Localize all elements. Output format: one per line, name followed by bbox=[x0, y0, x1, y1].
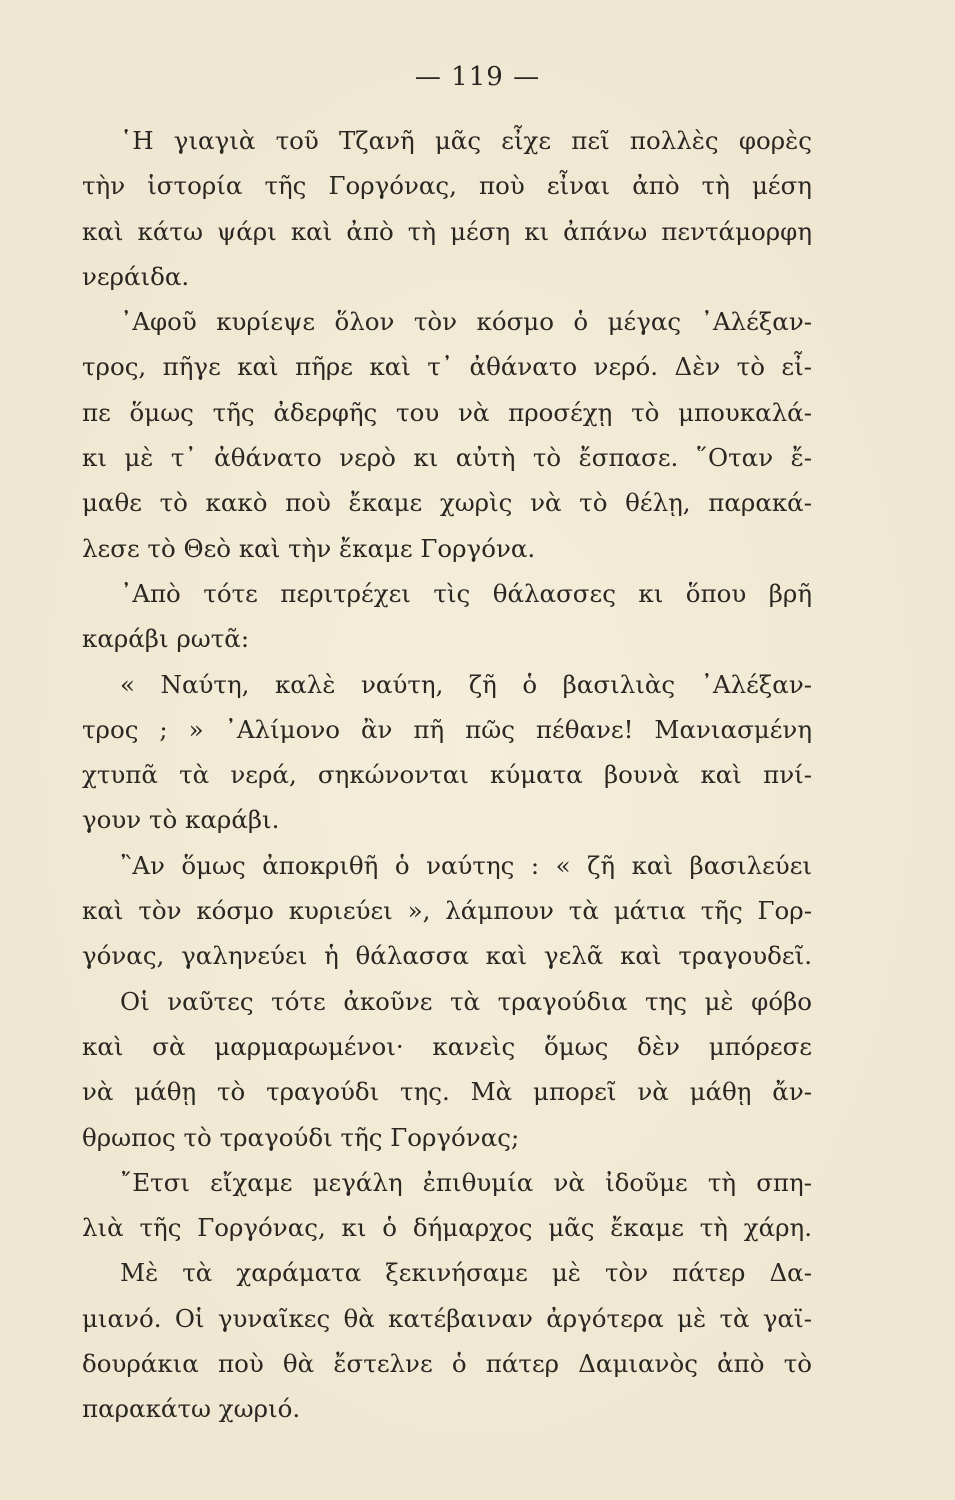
text-line: ᾿Αφοῦ κυρίεψε ὅλον τὸν κόσμο ὁ μέγας ᾿Αλέξαν- bbox=[120, 307, 812, 337]
text-line: ᾿Απὸ τότε περιτρέχει τὶς θάλασσες κι ὅπου βρῆ bbox=[120, 578, 812, 608]
text-line: γόνας, γαληνεύει ἡ θάλασσα καὶ γελᾶ καὶ τραγουδεῖ. bbox=[82, 941, 812, 971]
text-line: νεράιδα. bbox=[82, 261, 190, 291]
text-line: Οἱ ναῦτες τότε ἀκοῦνε τὰ τραγούδια της μὲ φόβο bbox=[120, 986, 812, 1016]
text-line: καράβι ρωτᾶ: bbox=[82, 624, 250, 654]
text-line: ῎Ετσι εἴχαμε μεγάλη ἐπιθυμία νὰ ἰδοῦμε τὴ σπη- bbox=[120, 1167, 812, 1197]
text-line: « Ναύτη, καλὲ ναύτη, ζῆ ὁ βασιλιὰς ᾿Αλέξαν- bbox=[120, 669, 812, 699]
text-line: Μὲ τὰ χαράματα ξεκινήσαμε μὲ τὸν πάτερ Δα- bbox=[120, 1258, 812, 1288]
page-number: — 119 — bbox=[414, 62, 541, 92]
text-line: καὶ σὰ μαρμαρωμένοι· κανεὶς ὅμως δὲν μπόρεσε bbox=[82, 1031, 812, 1061]
text-line: δουράκια ποὺ θὰ ἔστελνε ὁ πάτερ Δαμιανὸς ἀπὸ τὸ bbox=[82, 1349, 812, 1379]
text-line: θρωπος τὸ τραγούδι τῆς Γοργόνας; bbox=[82, 1122, 520, 1152]
text-line: τρος, πῆγε καὶ πῆρε καὶ τ᾿ ἀθάνατο νερό. Δὲν τὸ εἶ- bbox=[82, 352, 812, 382]
text-line: καὶ κάτω ψάρι καὶ ἀπὸ τὴ μέση κι ἀπάνω πεντάμορφη bbox=[82, 216, 812, 246]
text-line: τρος ; » ᾿Αλίμονο ἂν πῆ πῶς πέθανε! Μανιασμένη bbox=[82, 714, 812, 744]
text-line: ῾Η γιαγιὰ τοῦ Τζανῆ μᾶς εἶχε πεῖ πολλὲς φορὲς bbox=[120, 126, 812, 155]
text-line: γουν τὸ καράβι. bbox=[82, 805, 280, 835]
text-line: χτυπᾶ τὰ νερά, σηκώνονται κύματα βουνὰ καὶ πνί- bbox=[82, 760, 812, 790]
text-line: καὶ τὸν κόσμο κυριεύει », λάμπουν τὰ μάτια τῆς Γορ- bbox=[82, 896, 812, 926]
text-line: πε ὅμως τῆς ἀδερφῆς του νὰ προσέχῃ τὸ μπουκαλά- bbox=[82, 397, 812, 427]
text-line: τὴν ἱστορία τῆς Γοργόνας, ποὺ εἶναι ἀπὸ τὴ μέση bbox=[82, 171, 812, 201]
text-line: μαθε τὸ κακὸ ποὺ ἔκαμε χωρὶς νὰ τὸ θέλῃ, παρακά- bbox=[82, 488, 812, 518]
body-text bbox=[82, 118, 812, 1432]
text-line: παρακάτω χωριό. bbox=[82, 1394, 301, 1424]
text-line: μιανό. Οἱ γυναῖκες θὰ κατέβαιναν ἀργότερα μὲ τὰ γαϊ- bbox=[82, 1303, 812, 1333]
text-line: λεσε τὸ Θεὸ καὶ τὴν ἔκαμε Γοργόνα. bbox=[82, 533, 536, 563]
text-line: κι μὲ τ᾿ ἀθάνατο νερὸ κι αὐτὴ τὸ ἔσπασε. ῞Οταν ἔ- bbox=[82, 443, 812, 473]
text-line: νὰ μάθῃ τὸ τραγούδι της. Μὰ μπορεῖ νὰ μάθῃ ἄν- bbox=[82, 1077, 812, 1107]
text-line: ῍Αν ὅμως ἀποκριθῆ ὁ ναύτης : « ζῆ καὶ βασιλεύει bbox=[120, 850, 812, 880]
text-line: λιὰ τῆς Γοργόνας, κι ὁ δήμαρχος μᾶς ἔκαμε τὴ χάρη. bbox=[82, 1213, 812, 1243]
